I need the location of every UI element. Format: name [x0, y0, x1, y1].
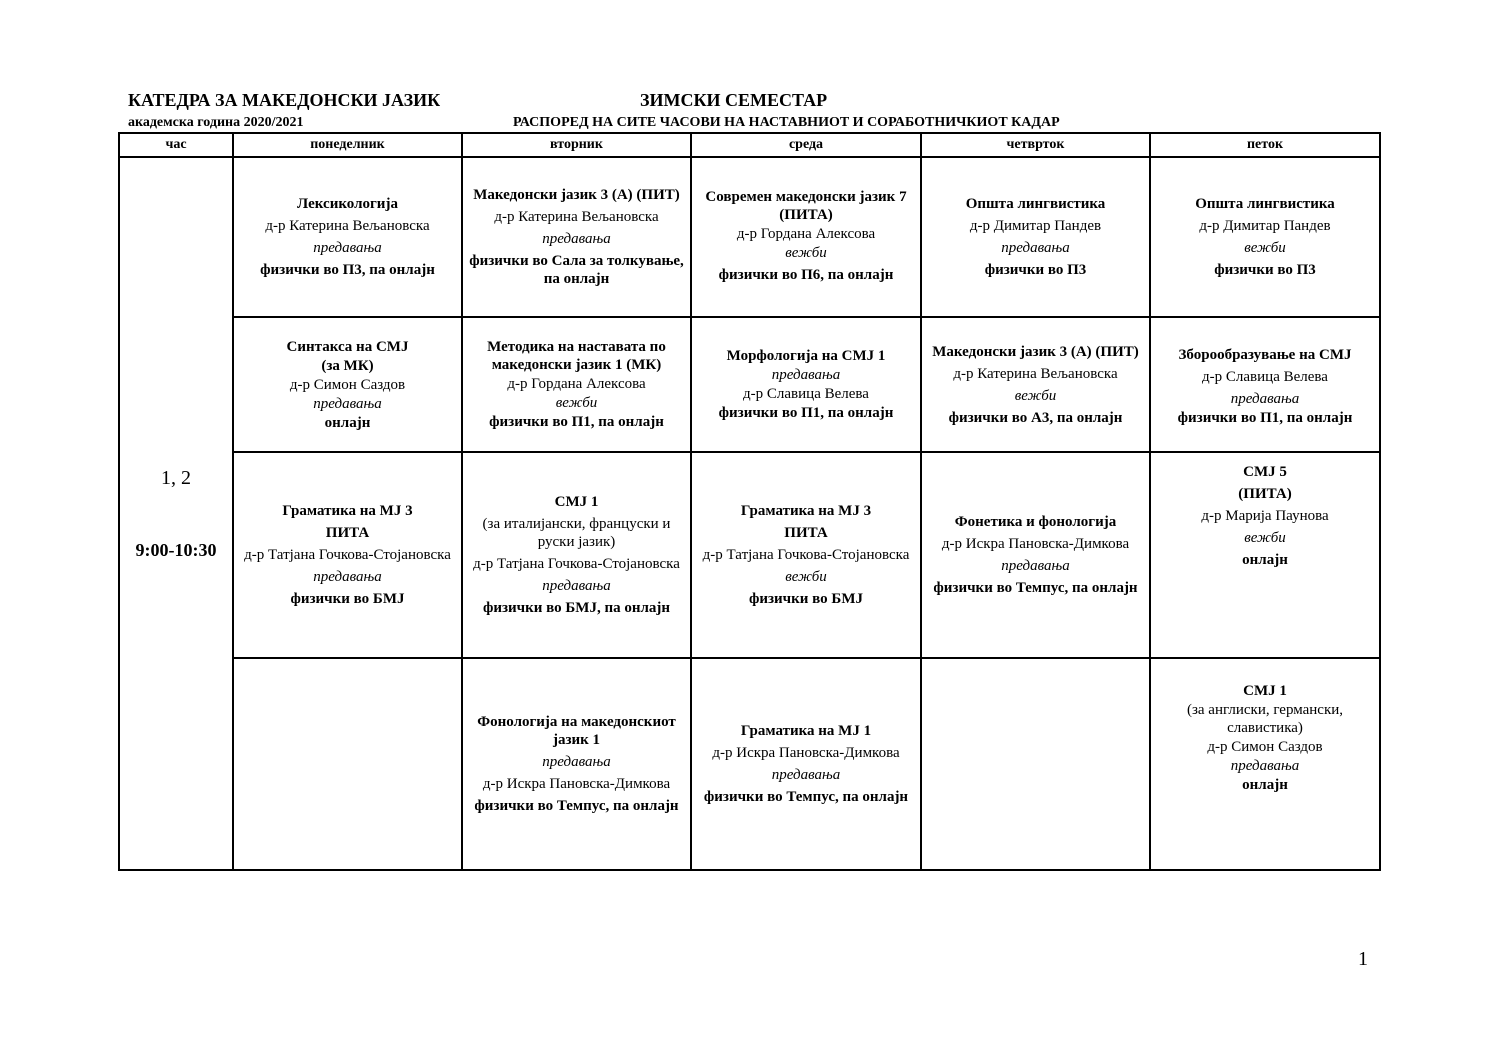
schedule-table	[118, 132, 1381, 871]
schedule-cell	[233, 452, 462, 658]
class-location: физички во П1, па онлајн	[1177, 409, 1353, 426]
time-range: 9:00-10:30	[135, 539, 217, 560]
col-header-slot: час	[119, 133, 233, 157]
schedule-cell	[233, 157, 462, 317]
teacher-name: д-р Димитар Пандев	[969, 218, 1102, 234]
class-location: физички во БМЈ, па онлајн	[482, 600, 671, 616]
class-location: онлајн	[324, 414, 371, 431]
page-number: 1	[1358, 948, 1368, 970]
class-location: физички во П3	[1214, 262, 1316, 278]
class-location: физички во БМЈ	[748, 591, 863, 607]
department-title: КАТЕДРА ЗА МАКЕДОНСКИ ЈАЗИК	[128, 90, 441, 110]
class-type: вежби	[1244, 530, 1286, 546]
schedule-cell	[462, 317, 691, 452]
col-header-tuesday: вторник	[462, 133, 691, 157]
table-row	[119, 658, 1380, 870]
slot-number: 1, 2	[161, 466, 191, 489]
class-type: предавања	[1001, 240, 1070, 256]
course-name: Граматика на МЈ 3	[282, 503, 413, 519]
schedule-cell	[1150, 658, 1380, 870]
class-type: предавања	[1230, 390, 1300, 407]
class-location: физички во П3	[984, 262, 1087, 278]
teacher-name: д-р Татјана Гочкова-Стојановска	[244, 547, 451, 563]
class-location: физички во Темпус, па онлајн	[933, 580, 1138, 596]
schedule-cell	[691, 157, 921, 317]
course-name: Фонологија на македонскиот јазик 1	[477, 714, 676, 748]
course-name: Зборообразување на СМЈ	[1178, 346, 1352, 363]
teacher-name: д-р Гордана Алексова	[507, 376, 646, 392]
academic-year: академска година 2020/2021	[128, 115, 304, 130]
class-type: предавања	[542, 754, 611, 770]
schedule-cell	[462, 452, 691, 658]
teacher-name: д-р Симон Саздов	[289, 376, 406, 393]
col-header-friday: петок	[1150, 133, 1380, 157]
course-note: (за англиски, германски, славистика)	[1186, 702, 1344, 736]
course-name: Македонски јазик 3 (А) (ПИТ)	[932, 343, 1139, 360]
course-note: (за МК)	[321, 357, 374, 374]
course-name: СМЈ 1	[554, 494, 599, 510]
schedule-cell	[462, 658, 691, 870]
semester-title: ЗИМСКИ СЕМЕСТАР	[640, 90, 828, 110]
course-name: Граматика на МЈ 1	[740, 723, 872, 739]
course-name: Македонски јазик 3 (А) (ПИТ)	[473, 187, 680, 203]
table-row	[119, 452, 1380, 658]
class-type: вежби	[1244, 240, 1286, 256]
col-header-thursday: четврток	[921, 133, 1150, 157]
schedule-cell	[921, 452, 1150, 658]
class-type: вежби	[785, 569, 827, 585]
schedule-cell	[1150, 452, 1380, 658]
teacher-name: д-р Катерина Вељановска	[953, 365, 1118, 382]
class-location: онлајн	[1242, 777, 1288, 793]
time-cell	[119, 157, 233, 870]
schedule-cell	[233, 317, 462, 452]
course-name: Морфологија на СМЈ 1	[726, 348, 886, 364]
course-name: Граматика на МЈ 3	[740, 503, 872, 519]
course-name: Општа лингвистика	[1195, 196, 1335, 212]
class-type: вежби	[1014, 387, 1057, 404]
table-row	[119, 317, 1380, 452]
course-name: СМЈ 5	[1243, 464, 1287, 480]
teacher-name: д-р Искра Пановска-Димкова	[941, 536, 1130, 552]
class-type: предавања	[771, 367, 841, 383]
class-type: предавања	[1001, 558, 1070, 574]
class-location: физички во Темпус, па онлајн	[474, 798, 679, 814]
schedule-cell	[921, 157, 1150, 317]
schedule-cell	[691, 452, 921, 658]
teacher-name: д-р Катерина Вељановска	[265, 218, 430, 234]
class-type: вежби	[555, 395, 598, 411]
class-location: онлајн	[1242, 552, 1288, 568]
class-type: предавања	[542, 231, 611, 247]
course-name: СМЈ 1	[1243, 683, 1287, 699]
class-location: физички во П1, па онлајн	[489, 414, 664, 430]
class-location: физички во Темпус, па онлајн	[703, 789, 909, 805]
course-note: (за италијански, француски и руски јазик)	[482, 516, 671, 550]
course-name: Лексикологија	[297, 196, 398, 212]
teacher-name: д-р Искра Пановска-Димкова	[712, 745, 900, 761]
schedule-cell	[921, 317, 1150, 452]
schedule-cell	[462, 157, 691, 317]
schedule-cell	[691, 317, 921, 452]
schedule-cell	[1150, 317, 1380, 452]
course-name: Фонетика и фонологија	[954, 514, 1117, 530]
class-type: предавања	[313, 569, 382, 585]
teacher-name: д-р Татјана Гочкова-Стојановска	[473, 556, 680, 572]
teacher-name: д-р Симон Саздов	[1207, 739, 1323, 755]
teacher-name: д-р Славица Велева	[1202, 368, 1328, 385]
header-row	[119, 133, 1380, 157]
class-location: физички во П1, па онлајн	[718, 405, 894, 421]
schedule-cell-empty	[233, 658, 462, 870]
class-location: физички во Сала за толкување, па онлајн	[469, 253, 684, 287]
teacher-name: д-р Искра Пановска-Димкова	[482, 776, 671, 792]
course-name: Синтакса на СМЈ	[286, 338, 409, 355]
schedule-cell	[1150, 157, 1380, 317]
class-location: физички во П6, па онлајн	[718, 266, 894, 283]
course-group: ПИТА	[784, 525, 828, 541]
teacher-name: д-р Татјана Гочкова-Стојановска	[702, 547, 910, 563]
class-location: физички во БМЈ	[290, 591, 405, 607]
teacher-name: д-р Гордана Алексова	[736, 225, 876, 242]
class-type: предавања	[1230, 758, 1300, 774]
course-name: Општа лингвистика	[965, 196, 1106, 212]
class-type: предавања	[542, 578, 611, 594]
course-name: Современ македонски јазик 7 (ПИТА)	[705, 188, 907, 223]
teacher-name: д-р Катерина Вељановска	[494, 209, 659, 225]
class-type: предавања	[313, 395, 382, 412]
teacher-name: д-р Славица Велева	[743, 386, 869, 402]
class-location: физички во П3, па онлајн	[260, 262, 435, 278]
course-group: (ПИТА)	[1238, 486, 1292, 502]
col-header-monday: понеделник	[233, 133, 462, 157]
table-row	[119, 157, 1380, 317]
class-type: вежби	[785, 244, 827, 261]
schedule-cell-empty	[921, 658, 1150, 870]
teacher-name: д-р Димитар Пандев	[1199, 218, 1331, 234]
schedule-title: РАСПОРЕД НА СИТЕ ЧАСОВИ НА НАСТАВНИОТ И СОРАБОТНИЧКИОТ КАДАР	[513, 115, 1060, 130]
course-name: Методика на наставата по македонски јазик 1 (МК)	[487, 339, 666, 373]
class-type: предавања	[771, 767, 841, 783]
teacher-name: д-р Марија Паунова	[1201, 508, 1329, 524]
class-type: предавања	[313, 240, 382, 256]
class-location: физички во А3, па онлајн	[948, 409, 1123, 426]
col-header-wednesday: среда	[691, 133, 921, 157]
schedule-cell	[691, 658, 921, 870]
course-group: ПИТА	[325, 525, 370, 541]
